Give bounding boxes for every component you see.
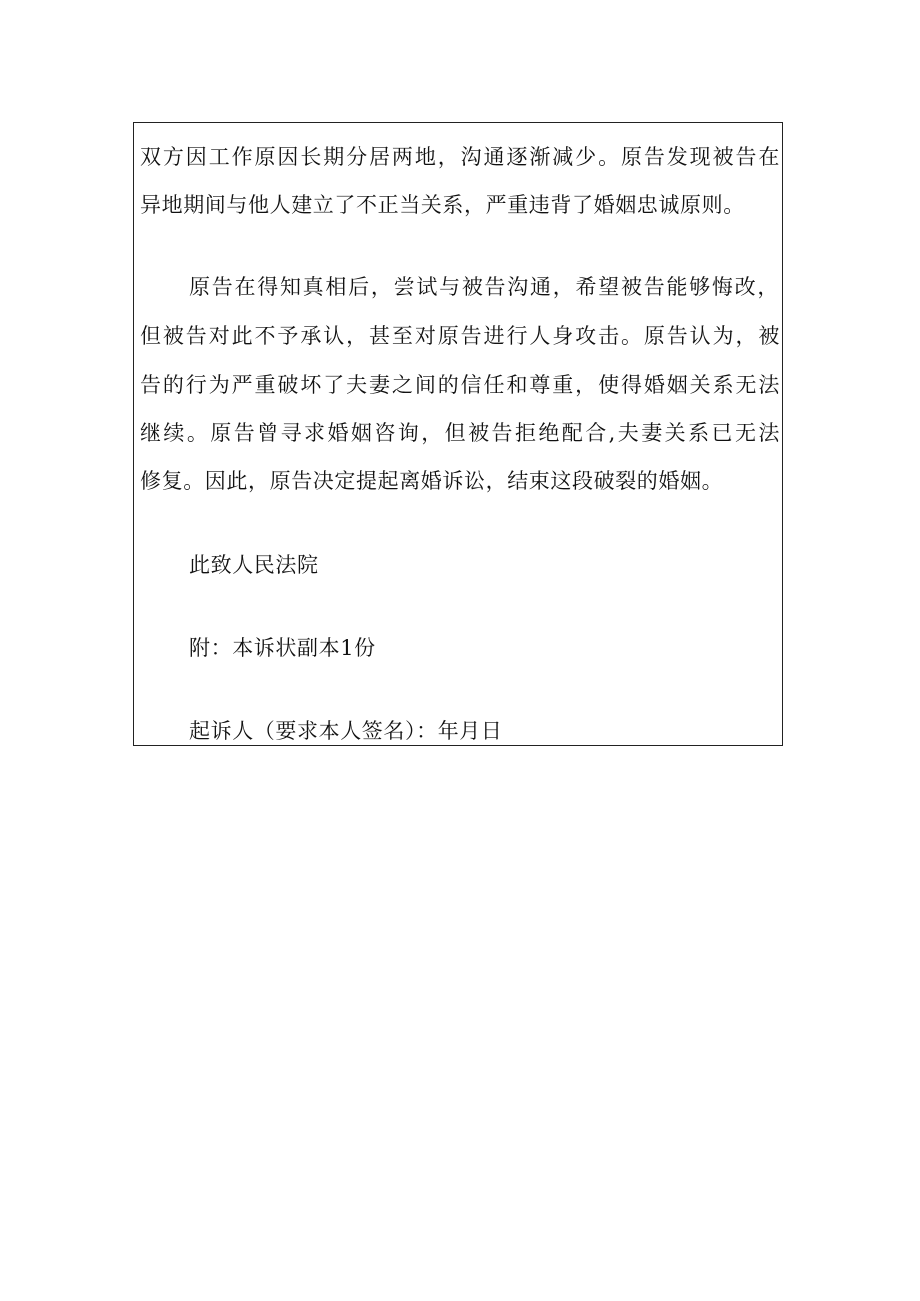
paragraph2-line-5: 修复。因此，原告决定提起离婚诉讼，结束这段破裂的婚姻。 [140, 469, 724, 493]
paragraph2-line-1: 原告在得知真相后，尝试与被告沟通，希望被告能够悔改， [189, 275, 779, 299]
document-frame [133, 122, 783, 746]
paragraph2-line-4: 继续。原告曾寻求婚姻咨询，但被告拒绝配合,夫妻关系已无法 [140, 421, 780, 445]
signature-line: 起诉人（要求本人签名）：年月日 [189, 719, 503, 743]
paragraph1-line-2: 异地期间与他人建立了不正当关系，严重违背了婚姻忠诚原则。 [140, 193, 745, 217]
paragraph2-line-2: 但被告对此不予承认，甚至对原告进行人身攻击。原告认为，被 [140, 324, 780, 348]
paragraph2-line-3: 告的行为严重破坏了夫妻之间的信任和尊重，使得婚姻关系无法 [140, 373, 780, 397]
closing-line: 此致人民法院 [189, 553, 319, 577]
attachment-line: 附：本诉状副本1份 [189, 636, 376, 660]
paragraph1-line-1: 双方因工作原因长期分居两地，沟通逐渐减少。原告发现被告在 [140, 145, 780, 169]
